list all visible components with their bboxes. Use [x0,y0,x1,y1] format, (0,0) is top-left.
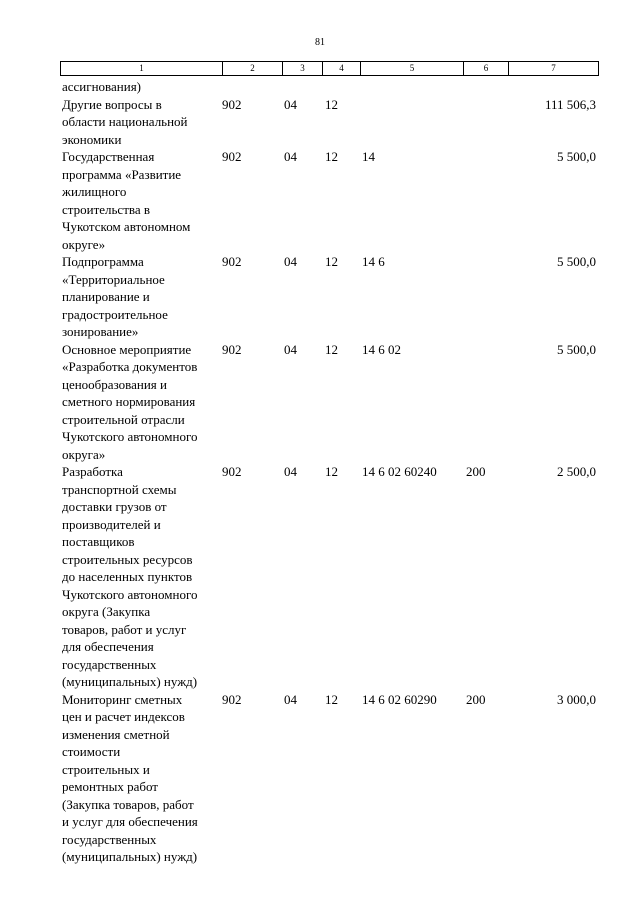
item-name-line: для обеспечения [62,639,154,654]
target-article-cell: 14 6 02 60240 [362,464,437,479]
item-name-cell [60,78,222,96]
item-name-line: до населенных пунктов [62,569,193,584]
subsection-cell: 12 [325,691,338,707]
item-name-line: доставки грузов от [62,499,167,514]
item-name-line: стоимости [62,744,121,759]
item-name-line: Основное мероприятие [62,341,192,357]
header-col-6: 6 [464,62,509,76]
item-name-line: цен и расчет индексов [62,709,185,724]
target-article-cell: 14 6 02 [362,341,401,357]
admin-code-cell [222,78,282,96]
header-col-4: 4 [323,62,361,76]
amount-cell: 3 000,0 [557,691,596,707]
item-name-line: Мониторинг сметных [62,691,183,707]
item-name-line: строительства в [62,201,151,217]
target-article-cell: 14 [362,149,375,164]
section-cell: 04 [284,96,297,112]
item-name-line: планирование и [62,289,150,304]
item-name-line: «Разработка документов [62,359,198,374]
section-cell: 04 [284,254,297,269]
amount-cell [508,78,598,96]
admin-code-cell: 902 [222,96,242,112]
header-col-2: 2 [223,62,283,76]
amount-cell: 5 500,0 [557,254,596,269]
header-col-3: 3 [283,62,323,76]
amount-cell: 2 500,0 [557,464,596,479]
item-name-line: транспортной схемы [62,481,177,497]
item-name-line: округа (Закупка [62,604,151,619]
subsection-cell: 12 [325,96,338,112]
item-name-line: строительных и [62,761,150,777]
item-name-cell [60,691,222,866]
section-cell: 04 [284,464,297,479]
item-name-line: и услуг для обеспечения [62,814,198,829]
item-name-line: Разработка [62,464,123,479]
section-cell [282,78,322,96]
item-name-line: сметного нормирования [62,394,196,409]
table-row [60,691,598,866]
item-name-line: Другие вопросы в [62,96,162,112]
header-col-1: 1 [61,62,223,76]
item-name-line: экономики [62,131,122,147]
item-name-line: государственных [62,656,157,672]
item-name-line: Государственная [62,149,155,164]
expense-type-cell: 200 [466,464,486,479]
subsection-cell [322,78,360,96]
expense-type-cell [463,148,508,253]
item-name-line: Подпрограмма [62,254,144,269]
page-number: 81 [315,37,325,48]
item-name-line: производителей и [62,516,161,532]
header-col-7: 7 [509,62,599,76]
item-name-line: ценообразования и [62,376,167,392]
item-name-cell [60,96,222,149]
subsection-cell: 12 [325,254,338,269]
item-name-line: ремонтных работ [62,779,158,794]
item-name-cell [60,341,222,464]
admin-code-cell: 902 [222,691,242,707]
item-name-line: (муниципальных) нужд) [62,849,198,864]
table-row [60,341,598,464]
item-name-cell [60,253,222,341]
section-cell: 04 [284,341,297,357]
expense-type-cell [463,96,508,149]
expense-type-cell [463,253,508,341]
item-name-line: Чукотского автономного [62,586,198,602]
admin-code-cell: 902 [222,149,242,164]
item-name-line: «Территориальное [62,271,165,287]
amount-cell: 5 500,0 [557,341,596,357]
column-number-header [60,61,599,76]
item-name-line: (муниципальных) нужд) [62,674,198,689]
item-name-line: поставщиков [62,534,135,549]
budget-table [60,78,598,866]
item-name-line: зонирование» [62,324,139,339]
subsection-cell: 12 [325,464,338,479]
amount-cell: 5 500,0 [557,149,596,164]
item-name-line: изменения сметной [62,726,170,742]
item-name-line: градостроительное [62,306,168,322]
budget-table-body [60,78,598,866]
table-row [60,253,598,341]
item-name-line: округе» [62,236,106,252]
item-name-line: программа «Развитие [62,166,182,182]
table-row [60,78,598,96]
target-article-cell: 14 6 [362,254,385,269]
section-cell: 04 [284,691,297,707]
header-col-5: 5 [361,62,464,76]
item-name-line: строительной отрасли [62,411,185,427]
item-name-cell [60,148,222,253]
item-name-line: области национальной [62,114,188,129]
table-row [60,148,598,253]
expense-type-cell [463,78,508,96]
admin-code-cell: 902 [222,464,242,479]
header-row [61,62,599,76]
subsection-cell: 12 [325,341,338,357]
section-cell: 04 [284,149,297,164]
target-article-cell [360,96,463,149]
target-article-cell: 14 6 02 60290 [362,691,437,707]
item-name-line: товаров, работ и услуг [62,621,187,637]
expense-type-cell [463,341,508,464]
target-article-cell [360,78,463,96]
amount-cell: 111 506,3 [544,96,596,112]
expense-type-cell: 200 [466,691,486,707]
item-name-line: Чукотского автономного [62,429,198,444]
item-name-line: ассигнования) [62,79,142,94]
admin-code-cell: 902 [222,254,242,269]
item-name-line: государственных [62,831,157,847]
item-name-line: (Закупка товаров, работ [62,796,194,812]
item-name-cell [60,463,222,691]
item-name-line: округа» [62,446,106,462]
item-name-line: жилищного [62,184,127,199]
table-row [60,96,598,149]
subsection-cell: 12 [325,149,338,164]
admin-code-cell: 902 [222,341,242,357]
table-row [60,463,598,691]
item-name-line: строительных ресурсов [62,551,193,567]
item-name-line: Чукотском автономном [62,219,191,234]
